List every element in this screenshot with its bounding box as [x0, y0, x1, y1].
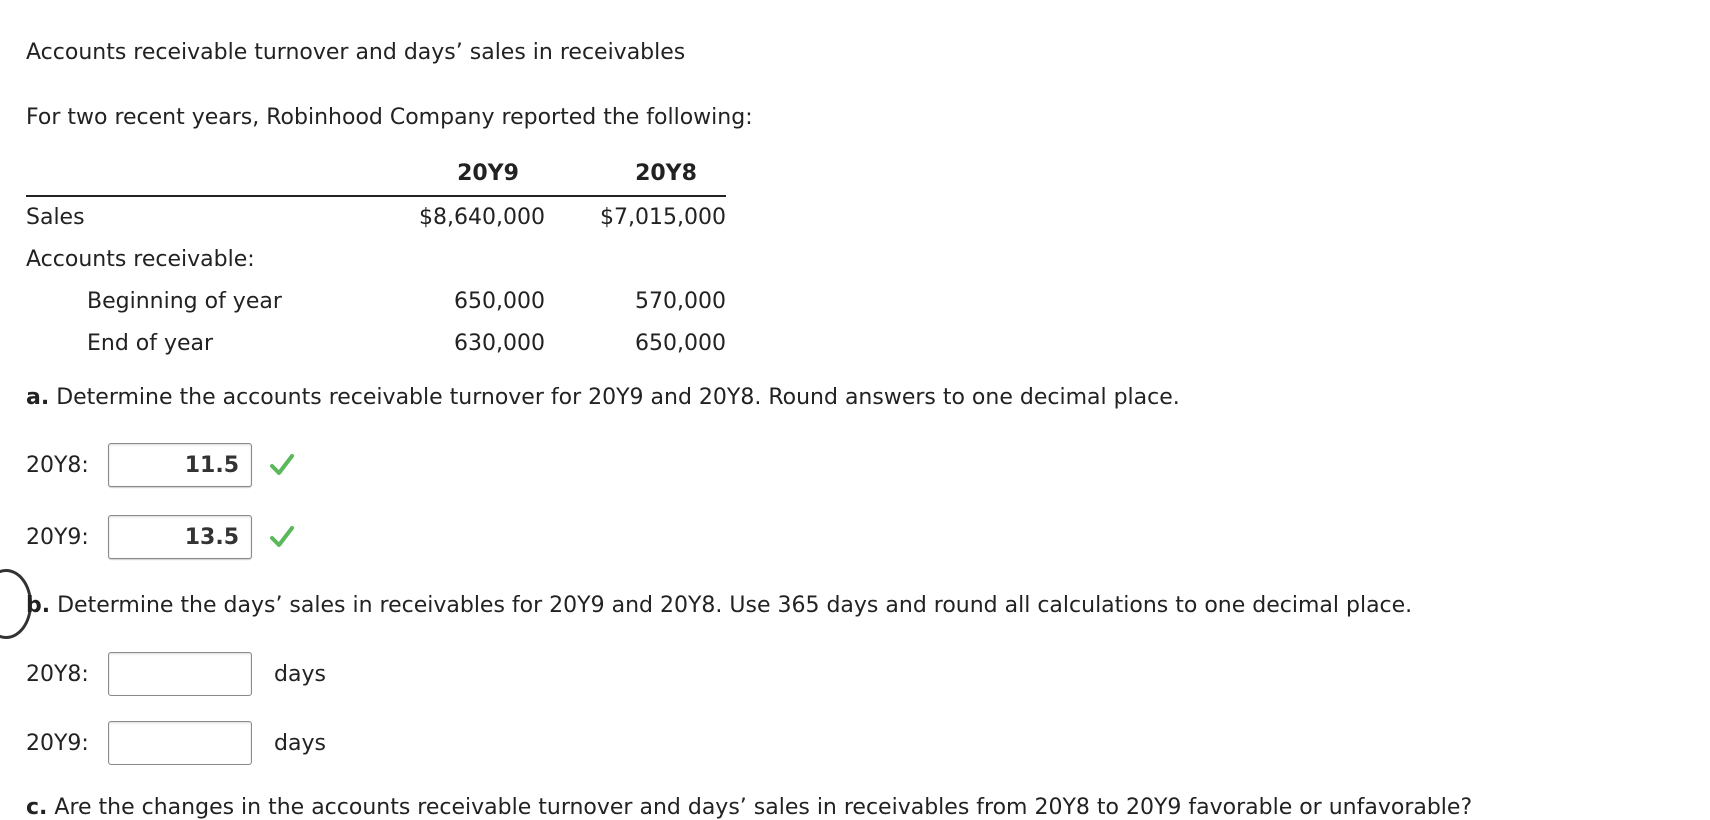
unit-label: days [274, 730, 326, 756]
question-text: Determine the days’ sales in receivables for 20Y9 and 20Y8. Use 365 days and round all calculations to one decimal place. [50, 593, 1413, 618]
question-letter: c. [26, 795, 48, 820]
problem-page [26, 0, 1696, 820]
value-20y9: 650,000 [454, 289, 545, 314]
table-row-accounts-receivable [26, 239, 726, 281]
answer-row-a-20y8 [26, 442, 296, 488]
unit-label: days [274, 661, 326, 687]
table-row-beginning-of-year [26, 281, 726, 323]
check-icon [268, 523, 296, 551]
row-label: Sales [26, 205, 85, 230]
problem-title: Accounts receivable turnover and days’ sales in receivables [26, 40, 686, 65]
answer-label: 20Y8: [26, 661, 89, 687]
row-label: Beginning of year [87, 289, 282, 314]
value-20y9: 630,000 [454, 331, 545, 356]
question-a-prompt [26, 385, 1180, 410]
answer-row-b-20y8 [26, 651, 326, 697]
column-header-20y8: 20Y8 [635, 161, 697, 186]
column-header-20y9: 20Y9 [457, 161, 519, 186]
financial-data-table [26, 158, 726, 365]
value-20y8: 650,000 [635, 331, 726, 356]
table-row-sales [26, 197, 726, 239]
row-label: End of year [87, 331, 214, 356]
value-20y9: $8,640,000 [419, 205, 545, 230]
answer-row-b-20y9 [26, 720, 326, 766]
question-text: Determine the accounts receivable turnover for 20Y9 and 20Y8. Round answers to one decimal place. [49, 385, 1180, 410]
value-20y8: $7,015,000 [600, 205, 726, 230]
days-sales-20y9-input[interactable] [108, 721, 252, 765]
days-sales-20y8-input[interactable] [108, 652, 252, 696]
answer-row-a-20y9 [26, 514, 296, 560]
check-icon [268, 451, 296, 479]
answer-label: 20Y9: [26, 730, 89, 756]
question-b-prompt [26, 593, 1412, 618]
question-letter: b. [26, 593, 51, 618]
answer-label: 20Y9: [26, 524, 89, 550]
table-header [26, 158, 726, 197]
problem-intro: For two recent years, Robinhood Company reported the following: [26, 105, 753, 130]
value-20y8: 570,000 [635, 289, 726, 314]
question-text: Are the changes in the accounts receivable turnover and days’ sales in receivables from 20Y8 to 20Y9 favorable or unfavorable? [47, 795, 1473, 820]
turnover-20y8-input[interactable] [108, 443, 252, 487]
row-label: Accounts receivable: [26, 247, 255, 272]
question-letter: a. [26, 385, 50, 410]
answer-label: 20Y8: [26, 452, 89, 478]
turnover-20y9-input[interactable] [108, 515, 252, 559]
table-row-end-of-year [26, 323, 726, 365]
